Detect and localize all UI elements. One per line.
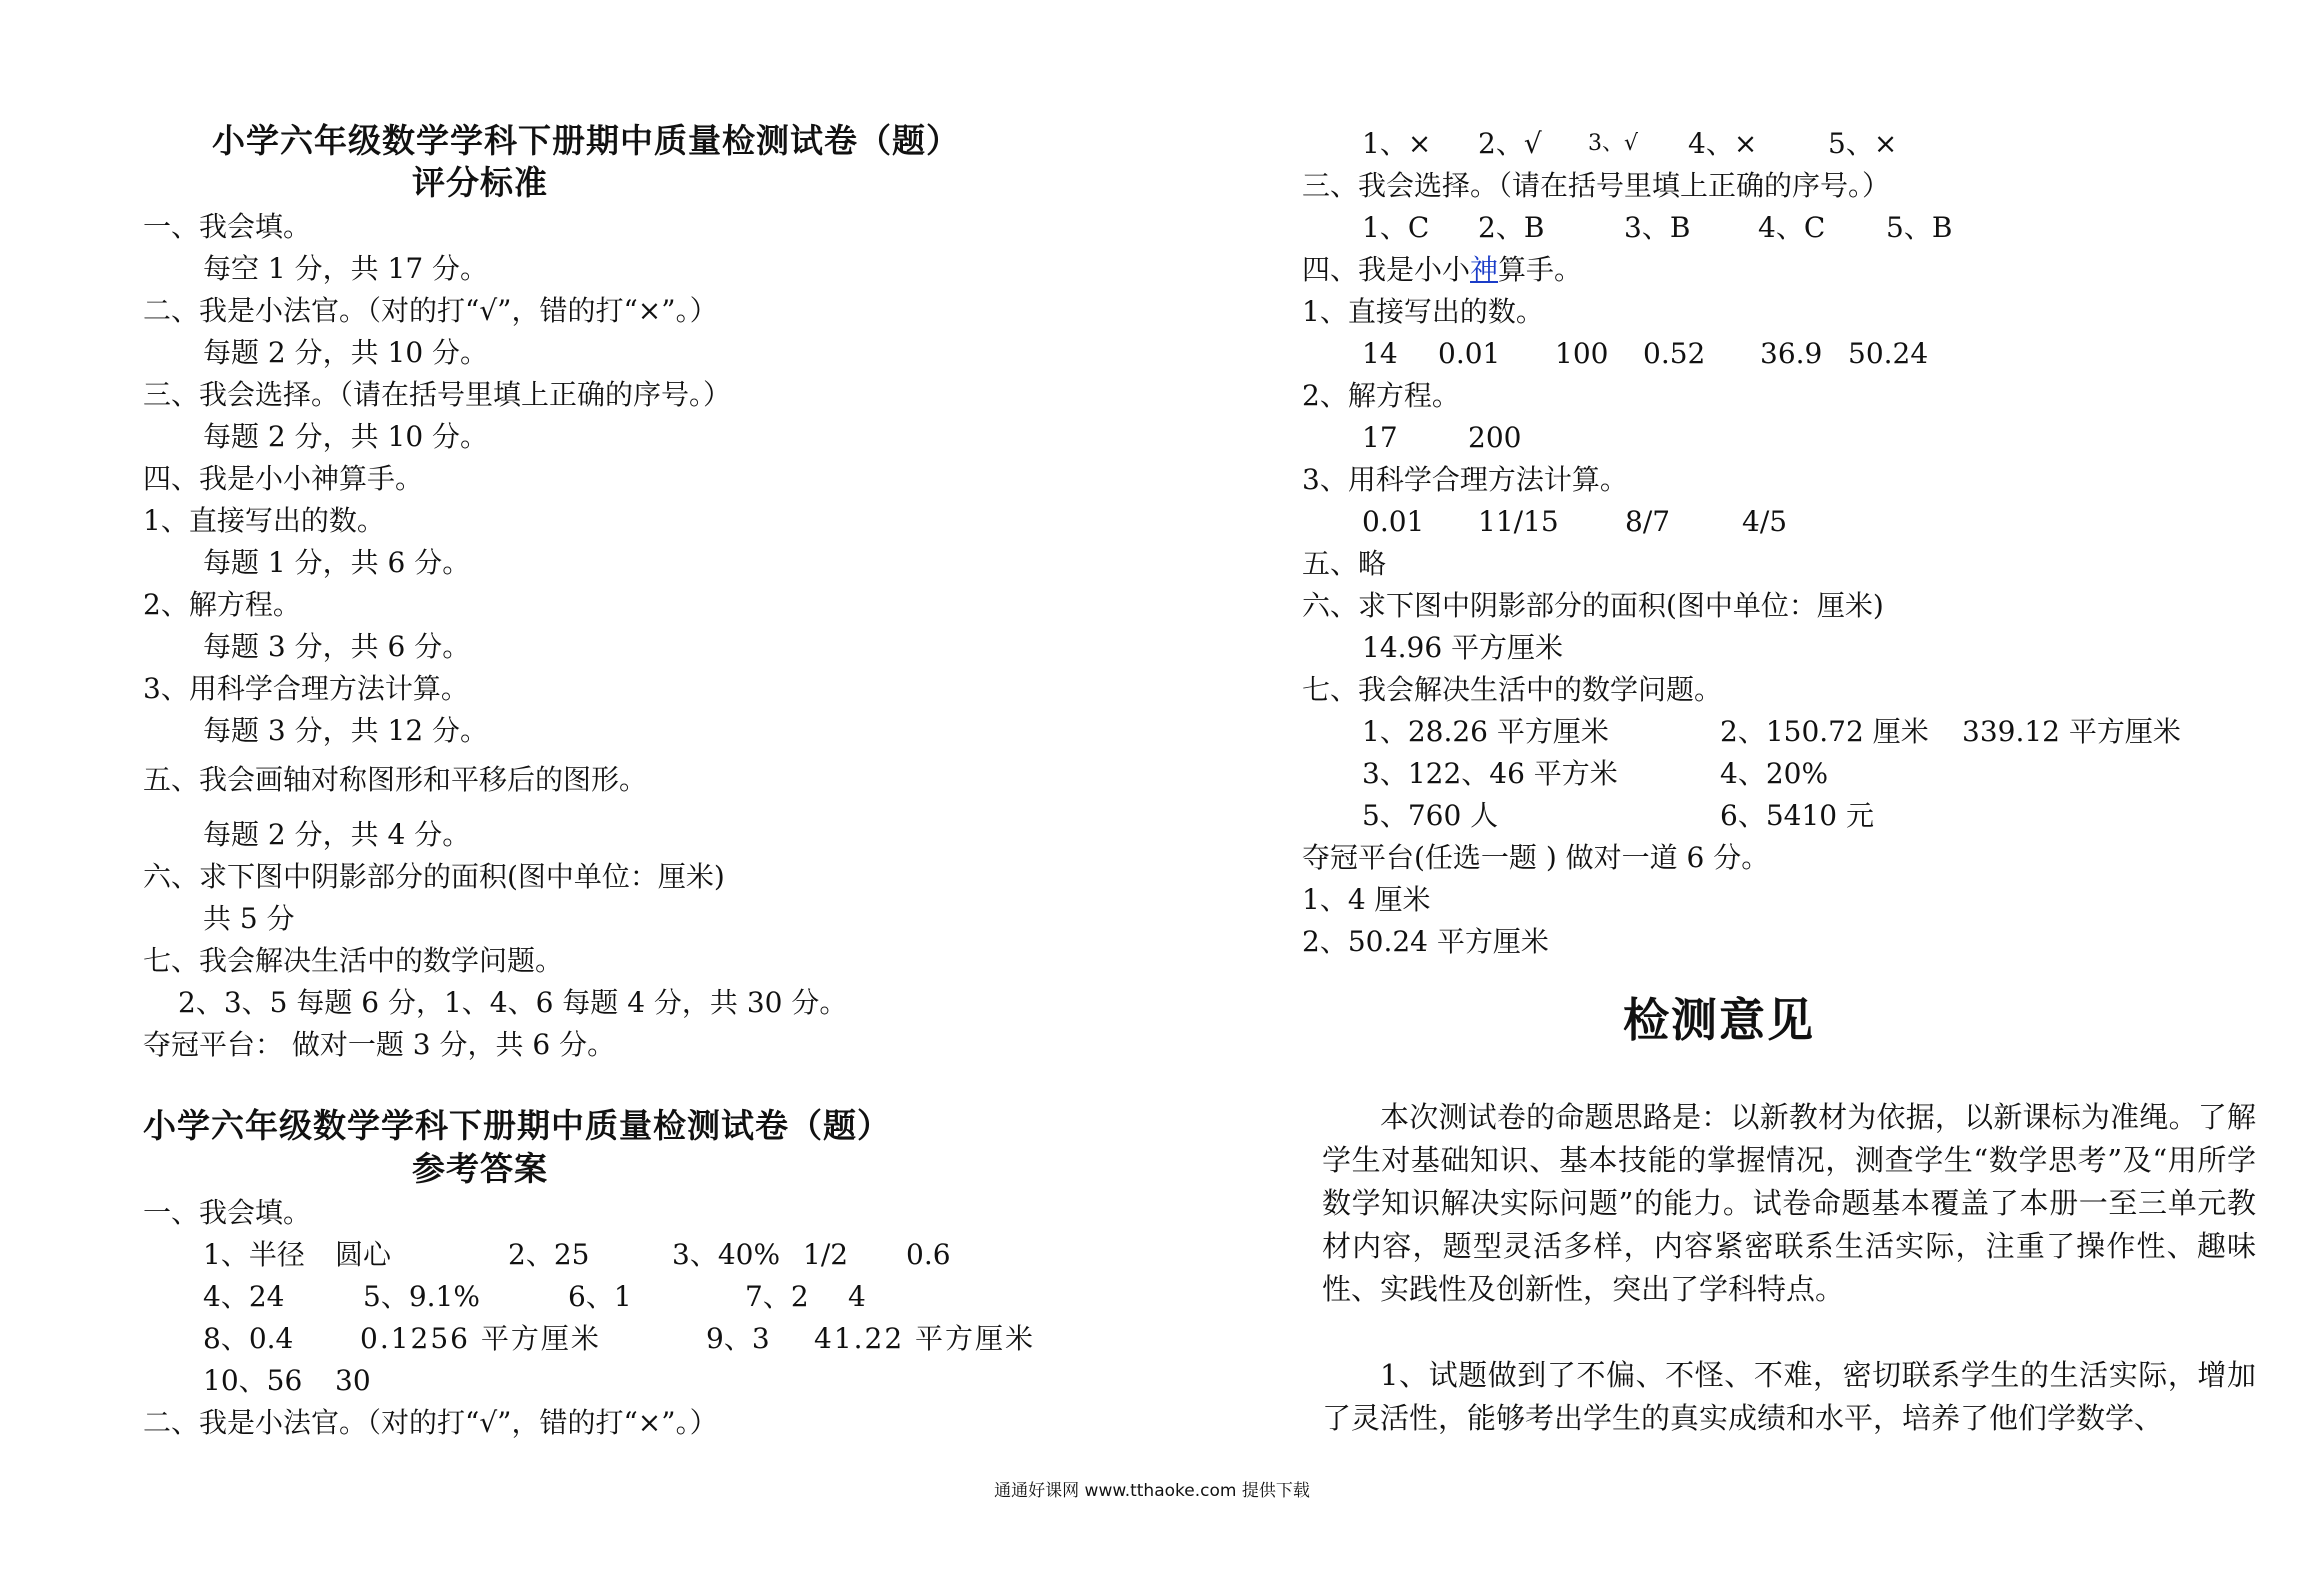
scoring-subtitle: 评分标准 [412, 163, 548, 202]
judge-answer-4: 4、× [1688, 127, 1758, 160]
scoring-rule-7: 2、3、5 每题 6 分，1、4、6 每题 4 分，共 30 分。 [178, 986, 848, 1019]
judge-answer-3: 3、√ [1588, 131, 1639, 156]
answers-row-1-b: 圆心 [335, 1238, 392, 1271]
problem-answer-6: 6、5410 元 [1720, 799, 1874, 832]
scoring-rule-4-1: 每题 1 分，共 6 分。 [203, 546, 471, 579]
judge-answer-2: 2、√ [1478, 127, 1542, 160]
scoring-rule-6: 共 5 分 [203, 902, 295, 935]
answers-section-4-2: 2、解方程。 [1302, 379, 1460, 412]
scoring-bonus: 夺冠平台： 做对一题 3 分，共 6 分。 [143, 1028, 616, 1061]
calc-answer-3: 8/7 [1625, 505, 1671, 538]
answers-row-2-e: 4 [848, 1280, 866, 1313]
calc-answer-1: 0.01 [1362, 505, 1425, 538]
problem-answer-2: 2、150.72 厘米 [1720, 715, 1929, 748]
answers-section-1: 一、我会填。 [143, 1196, 312, 1229]
answers-section-3: 三、我会选择。（请在括号里填上正确的序号。） [1302, 169, 1891, 202]
oral-answer-4: 0.52 [1643, 337, 1706, 370]
scoring-section-4: 四、我是小小神算手。 [143, 462, 424, 495]
scoring-section-4-3: 3、用科学合理方法计算。 [143, 672, 469, 705]
scoring-rule-2: 每题 2 分，共 10 分。 [203, 336, 489, 369]
scoring-section-4-2: 2、解方程。 [143, 588, 301, 621]
answers-section-4-3: 3、用科学合理方法计算。 [1302, 463, 1628, 496]
scoring-rule-1: 每空 1 分，共 17 分。 [203, 252, 489, 285]
footer-credit: 通通好课网 www.tthaoke.com 提供下载 [994, 1481, 1310, 1501]
scoring-section-5: 五、我会画轴对称图形和平移后的图形。 [143, 763, 648, 796]
choice-answer-1: 1、C [1362, 211, 1430, 244]
calc-answer-2: 11/15 [1478, 505, 1559, 538]
choice-answer-5: 5、B [1886, 211, 1953, 244]
scoring-rule-4-2: 每题 3 分，共 6 分。 [203, 630, 471, 663]
answers-row-4-b: 30 [335, 1364, 371, 1397]
oral-answer-5: 36.9 [1760, 337, 1823, 370]
answers-row-4-a: 10、56 [203, 1364, 303, 1397]
answers-section-6: 六、求下图中阴影部分的面积(图中单位：厘米) [1302, 589, 1884, 622]
answers-row-3-c: 9、3 [706, 1322, 770, 1355]
equation-answer-2: 200 [1468, 421, 1522, 454]
answers-row-2-d: 7、2 [745, 1280, 809, 1313]
scoring-section-7: 七、我会解决生活中的数学问题。 [143, 944, 564, 977]
problem-answer-2b: 339.12 平方厘米 [1962, 715, 2181, 748]
answers-row-2-b: 5、9.1% [363, 1280, 480, 1313]
equation-answer-1: 17 [1362, 421, 1398, 454]
judge-answer-1: 1、× [1362, 127, 1432, 160]
opinion-title: 检测意见 [1623, 993, 1815, 1047]
answers-row-1-a: 1、半径 [203, 1238, 305, 1271]
opinion-paragraph-1: 本次测试卷的命题思路是：以新教材为依据，以新课标为准绳。了解学生对基础知识、基本技能的掌握情况，测查学生“数学思考”及“用所学数学知识解决实际问题”的能力。试卷命题基本覆盖了本册一至三单元教材内容，题型灵活多样，内容紧密联系生活实际，注重了操作性、趣味性、实践性及创新性，突出了学科特点。 [1322, 1100, 2256, 1306]
answers-row-3-b: 0.1256 平方厘米 [360, 1322, 601, 1355]
scoring-rule-3: 每题 2 分，共 10 分。 [203, 420, 489, 453]
answers-section-5: 五、略 [1302, 547, 1387, 580]
oral-answer-6: 50.24 [1848, 337, 1929, 370]
judge-answer-5: 5、× [1828, 127, 1898, 160]
oral-answer-1: 14 [1362, 337, 1398, 370]
scoring-title: 小学六年级数学学科下册期中质量检测试卷（题） [212, 121, 960, 160]
answers-section-4-pre: 四、我是小小 [1302, 253, 1471, 286]
scoring-section-6: 六、求下图中阴影部分的面积(图中单位：厘米) [143, 860, 725, 893]
answers-section-4-post: 算手。 [1498, 253, 1583, 286]
choice-answer-4: 4、C [1758, 211, 1826, 244]
problem-answer-5: 5、760 人 [1362, 799, 1499, 832]
answers-row-2-c: 6、1 [568, 1280, 632, 1313]
answers-subtitle: 参考答案 [412, 1149, 548, 1188]
scoring-rule-4-3: 每题 3 分，共 12 分。 [203, 714, 489, 747]
scoring-section-2: 二、我是小法官。（对的打“√”，错的打“×”。） [143, 294, 718, 327]
bonus-answer-1: 1、4 厘米 [1302, 883, 1431, 916]
answers-row-1-f: 0.6 [906, 1238, 951, 1271]
scoring-section-3: 三、我会选择。（请在括号里填上正确的序号。） [143, 378, 732, 411]
scoring-rule-5: 每题 2 分，共 4 分。 [203, 818, 471, 851]
answers-row-3-a: 8、0.4 [203, 1322, 294, 1355]
problem-answer-1: 1、28.26 平方厘米 [1362, 715, 1609, 748]
answers-section-7: 七、我会解决生活中的数学问题。 [1302, 673, 1723, 706]
calc-answer-4: 4/5 [1742, 505, 1788, 538]
answers-title: 小学六年级数学学科下册期中质量检测试卷（题） [143, 1106, 891, 1145]
bonus-answer-2: 2、50.24 平方厘米 [1302, 925, 1549, 958]
answers-row-1-e: 1/2 [803, 1238, 849, 1271]
answers-section-4-1: 1、直接写出的数。 [1302, 295, 1544, 328]
oral-answer-3: 100 [1555, 337, 1609, 370]
answers-section-4 [1302, 253, 1582, 287]
problem-answer-3: 3、122、46 平方米 [1362, 757, 1618, 790]
area-answer: 14.96 平方厘米 [1362, 631, 1564, 664]
answers-row-1-d: 3、40% [672, 1238, 781, 1271]
choice-answer-3: 3、B [1624, 211, 1691, 244]
answers-row-2-a: 4、24 [203, 1280, 285, 1313]
opinion-paragraph-2: 1、试题做到了不偏、不怪、不难，密切联系学生的生活实际，增加了灵活性，能够考出学生的真实成绩和水平，培养了他们学数学、 [1322, 1358, 2256, 1435]
choice-answer-2: 2、B [1478, 211, 1545, 244]
shen-link[interactable]: 神 [1470, 253, 1499, 286]
answers-row-3-d: 41.22 平方厘米 [814, 1322, 1036, 1355]
answers-bonus: 夺冠平台(任选一题 ) 做对一道 6 分。 [1302, 841, 1770, 874]
scoring-section-4-1: 1、直接写出的数。 [143, 504, 385, 537]
problem-answer-4: 4、20% [1720, 757, 1829, 790]
answers-row-1-c: 2、25 [508, 1238, 590, 1271]
oral-answer-2: 0.01 [1438, 337, 1501, 370]
answers-section-2: 二、我是小法官。（对的打“√”，错的打“×”。） [143, 1406, 718, 1439]
scoring-section-1: 一、我会填。 [143, 210, 312, 243]
